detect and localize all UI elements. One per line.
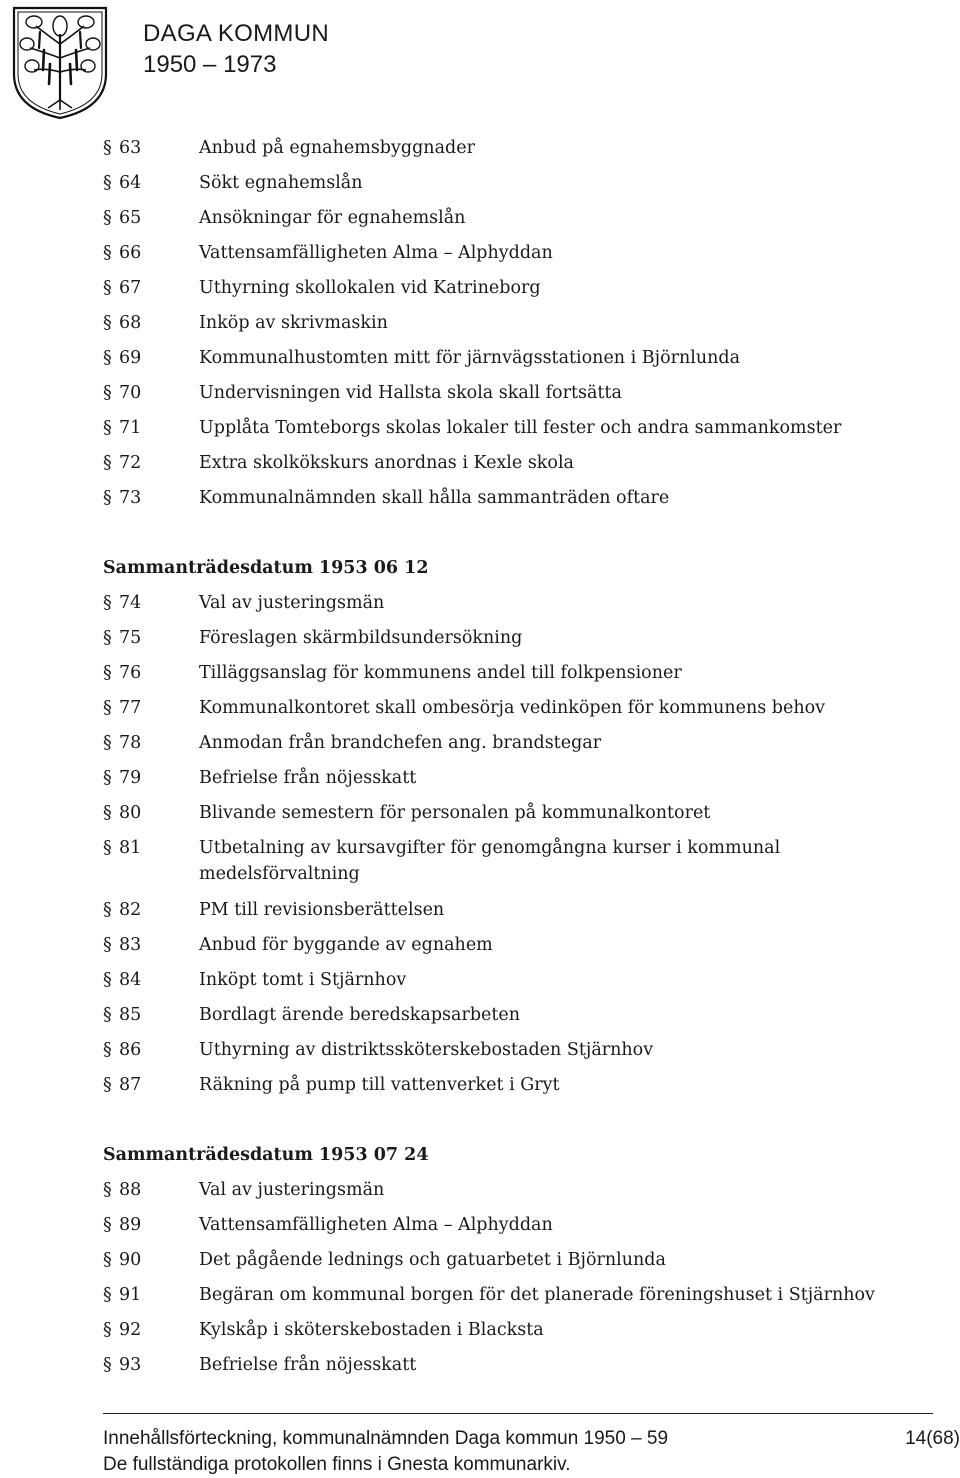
section-number-value: 76 bbox=[119, 663, 142, 683]
section-symbol: § bbox=[103, 1355, 112, 1375]
section-symbol: § bbox=[103, 593, 112, 613]
index-entry bbox=[103, 625, 933, 660]
section-symbol: § bbox=[103, 935, 112, 955]
entry-title: Utbetalning av kursavgifter för genomgångna kurser i kommunal medelsförvaltning bbox=[199, 838, 781, 884]
entry-title: Uthyrning skollokalen vid Katrineborg bbox=[199, 278, 541, 298]
entry-title: Vattensamfälligheten Alma – Alphyddan bbox=[199, 1215, 553, 1235]
footer-title: Innehållsförteckning, kommunalnämnden Daga kommun 1950 – 59 bbox=[103, 1428, 669, 1449]
section-number-value: 82 bbox=[119, 900, 142, 920]
section-number bbox=[103, 485, 199, 511]
index-entry bbox=[103, 730, 933, 765]
period-years: 1950 – 1973 bbox=[143, 51, 277, 78]
section-number bbox=[103, 1282, 199, 1308]
entry-title: Bordlagt ärende beredskapsarbeten bbox=[199, 1005, 521, 1025]
entry-title: Föreslagen skärmbildsundersökning bbox=[199, 628, 523, 648]
index-entry bbox=[103, 1177, 933, 1212]
section-number bbox=[103, 310, 199, 336]
section-number-value: 74 bbox=[119, 593, 142, 613]
index-entry bbox=[103, 1352, 933, 1387]
entry-title: Extra skolkökskurs anordnas i Kexle skola bbox=[199, 453, 574, 473]
section-symbol: § bbox=[103, 733, 112, 753]
section-number bbox=[103, 660, 199, 686]
entry-title: Räkning på pump till vattenverket i Gryt bbox=[199, 1075, 560, 1095]
section-number bbox=[103, 240, 199, 266]
section-number-value: 85 bbox=[119, 1005, 142, 1025]
section-number-value: 63 bbox=[119, 138, 142, 158]
municipality-title: DAGA KOMMUN bbox=[143, 20, 329, 47]
section-symbol: § bbox=[103, 1320, 112, 1340]
section-symbol: § bbox=[103, 900, 112, 920]
index-entry bbox=[103, 345, 933, 380]
section-symbol: § bbox=[103, 1075, 112, 1095]
section-number-value: 70 bbox=[119, 383, 142, 403]
entry-title: Anmodan från brandchefen ang. brandstegar bbox=[199, 733, 602, 753]
section-number bbox=[103, 450, 199, 476]
archive-note: De fullständiga protokollen finns i Gnesta kommunarkiv. bbox=[103, 1454, 571, 1475]
index-entry bbox=[103, 1072, 933, 1107]
section-number bbox=[103, 1247, 199, 1273]
section-number bbox=[103, 1212, 199, 1238]
entry-title: Anbud på egnahemsbyggnader bbox=[199, 138, 475, 158]
section-symbol: § bbox=[103, 418, 112, 438]
entry-title: Tilläggsanslag för kommunens andel till folkpensioner bbox=[199, 663, 682, 683]
section-symbol: § bbox=[103, 1215, 112, 1235]
section-number-value: 84 bbox=[119, 970, 142, 990]
section-number bbox=[103, 275, 199, 301]
entry-title: Anbud för byggande av egnahem bbox=[199, 935, 493, 955]
entry-title: Inköpt tomt i Stjärnhov bbox=[199, 970, 407, 990]
index-entry bbox=[103, 695, 933, 730]
section-number-value: 92 bbox=[119, 1320, 142, 1340]
section-number bbox=[103, 170, 199, 196]
section-number bbox=[103, 835, 199, 861]
index-entry bbox=[103, 967, 933, 1002]
section-number bbox=[103, 415, 199, 441]
section-number-value: 86 bbox=[119, 1040, 142, 1060]
section-number bbox=[103, 625, 199, 651]
section-symbol: § bbox=[103, 453, 112, 473]
section-symbol: § bbox=[103, 1180, 112, 1200]
index-content bbox=[103, 135, 933, 1387]
coat-of-arms-logo bbox=[10, 4, 125, 122]
section-number-value: 77 bbox=[119, 698, 142, 718]
section-number bbox=[103, 1037, 199, 1063]
section-symbol: § bbox=[103, 313, 112, 333]
section-symbol: § bbox=[103, 348, 112, 368]
section-number bbox=[103, 897, 199, 923]
section-number bbox=[103, 205, 199, 231]
section-number-value: 73 bbox=[119, 488, 142, 508]
entry-title: Ansökningar för egnahemslån bbox=[199, 208, 466, 228]
footer-divider bbox=[103, 1413, 933, 1414]
section-symbol: § bbox=[103, 1005, 112, 1025]
section-number-value: 69 bbox=[119, 348, 142, 368]
index-entry bbox=[103, 1317, 933, 1352]
section-number-value: 65 bbox=[119, 208, 142, 228]
section-number-value: 83 bbox=[119, 935, 142, 955]
entry-title: Kommunalkontoret skall ombesörja vedinköpen för kommunens behov bbox=[199, 698, 826, 718]
entry-title: Undervisningen vid Hallsta skola skall fortsätta bbox=[199, 383, 622, 403]
entry-title: Inköp av skrivmaskin bbox=[199, 313, 388, 333]
index-entry bbox=[103, 450, 933, 485]
section-number bbox=[103, 967, 199, 993]
section-number-value: 89 bbox=[119, 1215, 142, 1235]
entry-title: Begäran om kommunal borgen för det planerade föreningshuset i Stjärnhov bbox=[199, 1285, 875, 1305]
section-number-value: 78 bbox=[119, 733, 142, 753]
entry-title: Kommunalnämnden skall hålla sammanträden oftare bbox=[199, 488, 670, 508]
entry-title: Det pågående lednings och gatuarbetet i Björnlunda bbox=[199, 1250, 666, 1270]
section-symbol: § bbox=[103, 383, 112, 403]
section-number bbox=[103, 800, 199, 826]
index-entry bbox=[103, 170, 933, 205]
section-number bbox=[103, 730, 199, 756]
entry-title: PM till revisionsberättelsen bbox=[199, 900, 445, 920]
section-symbol: § bbox=[103, 768, 112, 788]
meeting-date-heading: Sammanträdesdatum 1953 07 24 bbox=[103, 1145, 429, 1165]
index-entry bbox=[103, 240, 933, 275]
section-number-value: 90 bbox=[119, 1250, 142, 1270]
section-number bbox=[103, 1317, 199, 1343]
section-number-value: 72 bbox=[119, 453, 142, 473]
entry-title: Vattensamfälligheten Alma – Alphyddan bbox=[199, 243, 553, 263]
group-spacer bbox=[103, 520, 933, 555]
page-header bbox=[10, 4, 410, 124]
section-number bbox=[103, 1002, 199, 1028]
section-symbol: § bbox=[103, 278, 112, 298]
entry-title: Blivande semestern för personalen på kommunalkontoret bbox=[199, 803, 711, 823]
index-entry bbox=[103, 310, 933, 345]
index-entry bbox=[103, 660, 933, 695]
index-entry bbox=[103, 1002, 933, 1037]
index-entry bbox=[103, 800, 933, 835]
index-entry bbox=[103, 415, 933, 450]
entry-title: Kommunalhustomten mitt för järnvägsstationen i Björnlunda bbox=[199, 348, 741, 368]
section-number-value: 71 bbox=[119, 418, 142, 438]
section-number-value: 80 bbox=[119, 803, 142, 823]
section-symbol: § bbox=[103, 488, 112, 508]
section-number-value: 79 bbox=[119, 768, 142, 788]
section-number bbox=[103, 695, 199, 721]
group-spacer bbox=[103, 1107, 933, 1142]
section-number bbox=[103, 765, 199, 791]
section-symbol: § bbox=[103, 970, 112, 990]
section-number-value: 91 bbox=[119, 1285, 142, 1305]
section-number bbox=[103, 1352, 199, 1378]
entry-title: Uthyrning av distriktssköterskebostaden Stjärnhov bbox=[199, 1040, 654, 1060]
section-number-value: 67 bbox=[119, 278, 142, 298]
section-symbol: § bbox=[103, 208, 112, 228]
section-symbol: § bbox=[103, 1285, 112, 1305]
section-number-value: 68 bbox=[119, 313, 142, 333]
section-symbol: § bbox=[103, 803, 112, 823]
section-number-value: 93 bbox=[119, 1355, 142, 1375]
index-entry bbox=[103, 205, 933, 240]
page-footer bbox=[103, 1426, 960, 1478]
index-entry bbox=[103, 275, 933, 310]
section-number bbox=[103, 345, 199, 371]
index-entry bbox=[103, 1282, 933, 1317]
section-number-value: 88 bbox=[119, 1180, 142, 1200]
section-number bbox=[103, 932, 199, 958]
section-number bbox=[103, 590, 199, 616]
index-entry bbox=[103, 897, 933, 932]
index-entry bbox=[103, 1037, 933, 1072]
meeting-date-heading: Sammanträdesdatum 1953 06 12 bbox=[103, 558, 429, 578]
index-entry bbox=[103, 835, 933, 897]
index-entry bbox=[103, 485, 933, 520]
entry-title: Upplåta Tomteborgs skolas lokaler till fester och andra sammankomster bbox=[199, 418, 842, 438]
entry-title: Befrielse från nöjesskatt bbox=[199, 1355, 417, 1375]
index-entry bbox=[103, 765, 933, 800]
section-number bbox=[103, 135, 199, 161]
section-number bbox=[103, 1072, 199, 1098]
entry-title: Sökt egnahemslån bbox=[199, 173, 363, 193]
page-number: 14(68) bbox=[905, 1428, 960, 1449]
section-symbol: § bbox=[103, 1040, 112, 1060]
index-entry bbox=[103, 1212, 933, 1247]
entry-title: Kylskåp i sköterskebostaden i Blacksta bbox=[199, 1320, 544, 1340]
index-entry bbox=[103, 1247, 933, 1282]
section-symbol: § bbox=[103, 628, 112, 648]
section-symbol: § bbox=[103, 698, 112, 718]
entry-title: Val av justeringsmän bbox=[199, 1180, 385, 1200]
section-number-value: 66 bbox=[119, 243, 142, 263]
section-number bbox=[103, 1177, 199, 1203]
section-symbol: § bbox=[103, 663, 112, 683]
section-number-value: 81 bbox=[119, 838, 142, 858]
section-symbol: § bbox=[103, 243, 112, 263]
section-number-value: 87 bbox=[119, 1075, 142, 1095]
section-symbol: § bbox=[103, 173, 112, 193]
section-number-value: 64 bbox=[119, 173, 142, 193]
index-entry bbox=[103, 590, 933, 625]
section-symbol: § bbox=[103, 838, 112, 858]
section-symbol: § bbox=[103, 138, 112, 158]
section-number bbox=[103, 380, 199, 406]
index-entry bbox=[103, 932, 933, 967]
section-number-value: 75 bbox=[119, 628, 142, 648]
index-entry bbox=[103, 380, 933, 415]
index-entry bbox=[103, 135, 933, 170]
entry-title: Befrielse från nöjesskatt bbox=[199, 768, 417, 788]
section-symbol: § bbox=[103, 1250, 112, 1270]
entry-title: Val av justeringsmän bbox=[199, 593, 385, 613]
